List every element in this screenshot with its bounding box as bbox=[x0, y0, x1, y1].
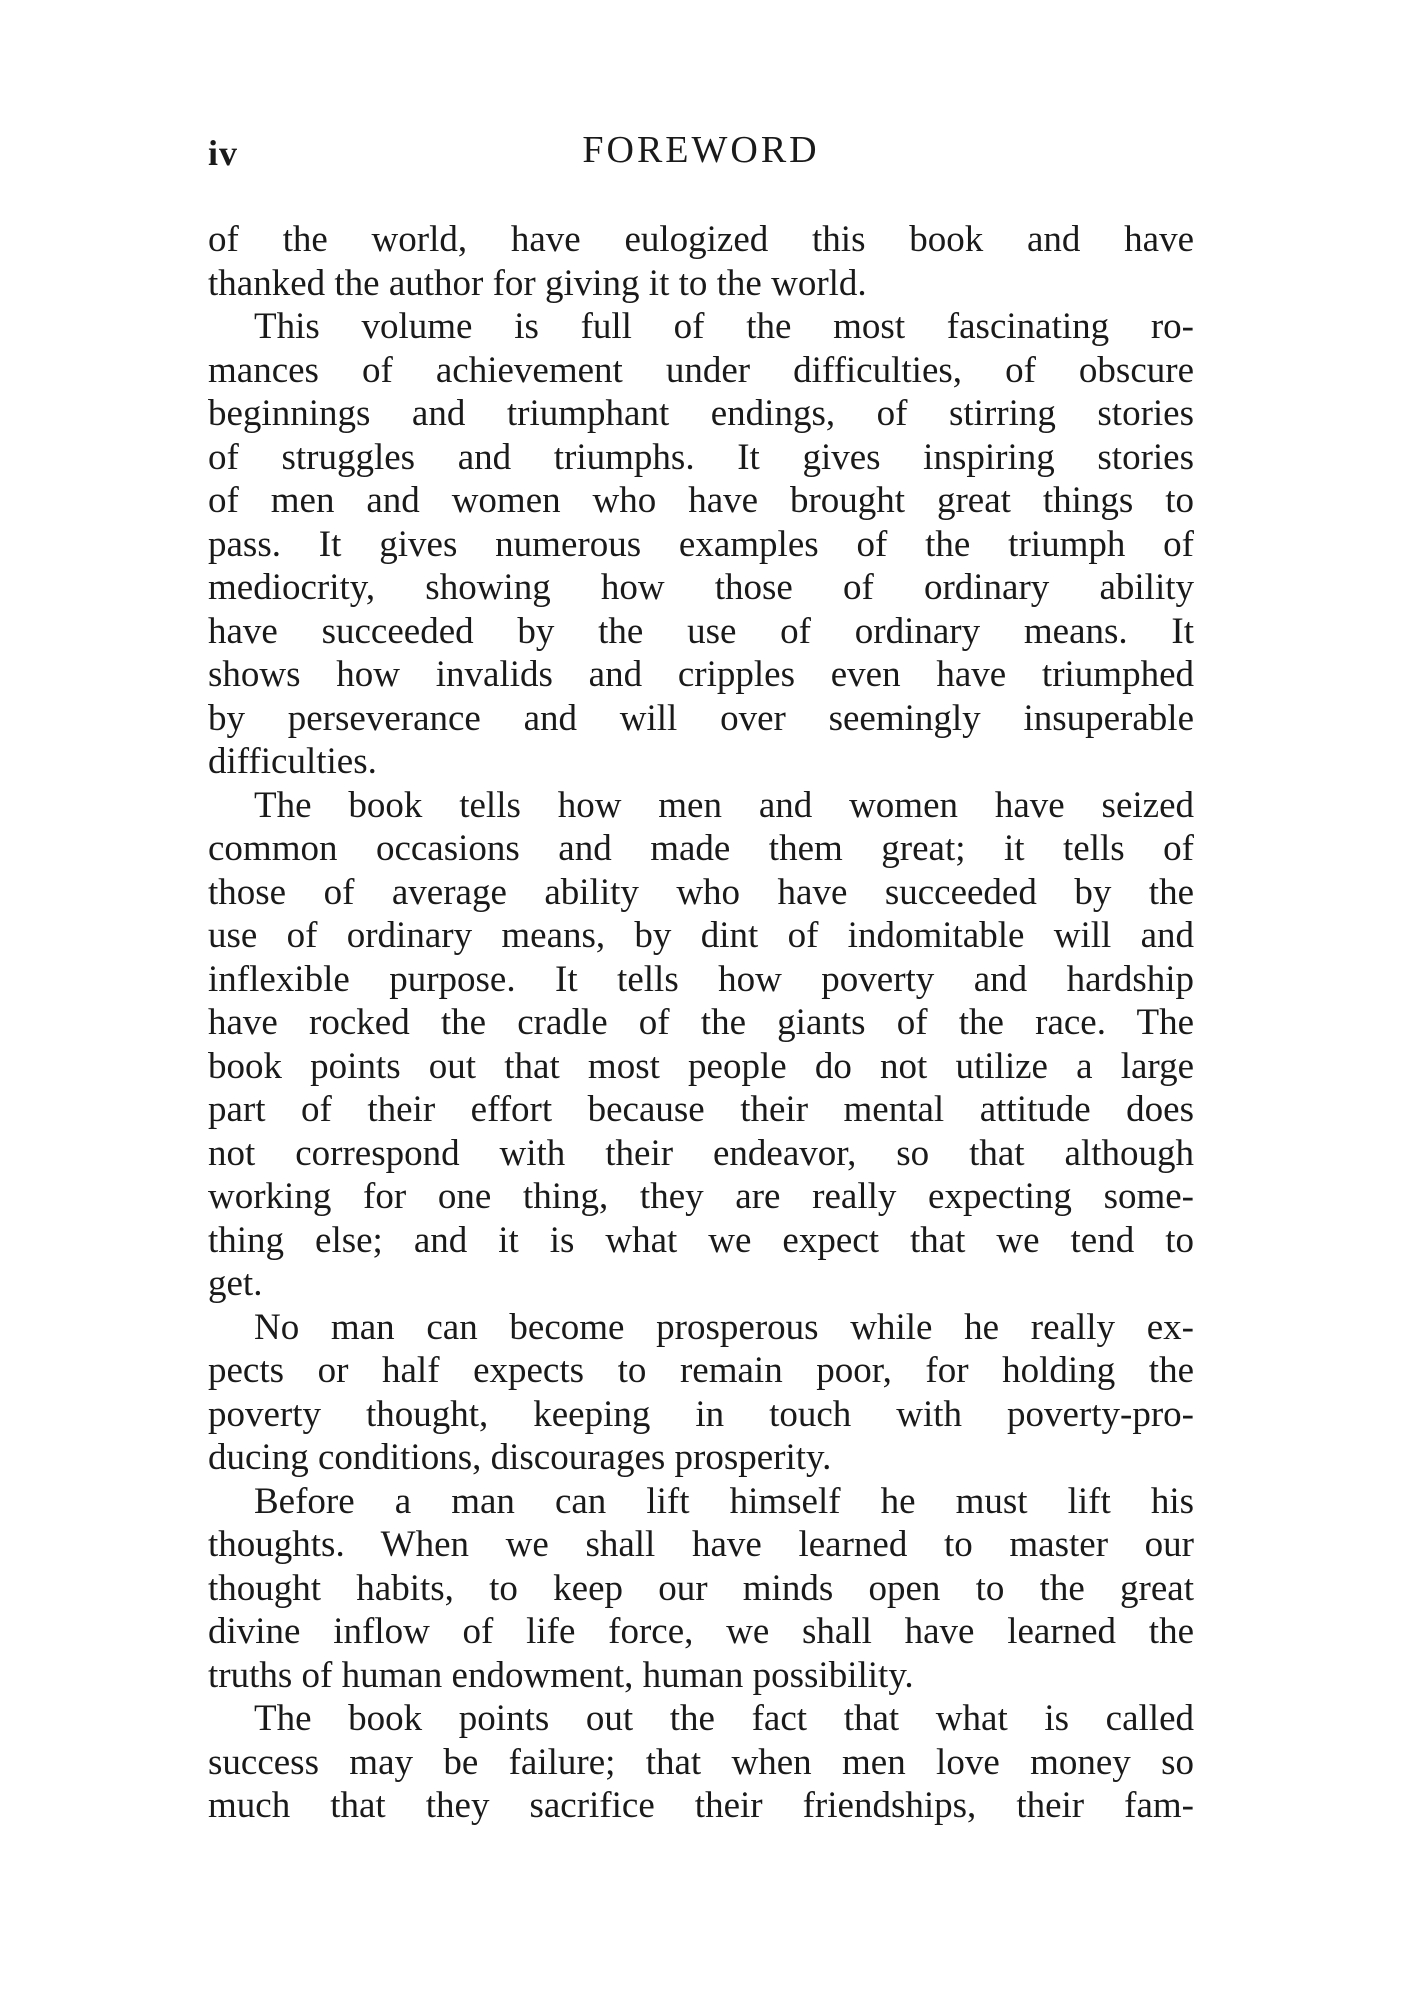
paragraph bbox=[208, 1306, 1194, 1480]
text-line: Before a man can lift himself he must lift his bbox=[254, 1480, 1194, 1522]
text-line: inflexible purpose. It tells how poverty and hardship bbox=[208, 958, 1194, 1000]
text-line: beginnings and triumphant endings, of stirring stories bbox=[208, 393, 1194, 434]
text-line: ducing conditions, discourages prosperity. bbox=[208, 1437, 832, 1478]
text-line: thought habits, to keep our minds open to the great bbox=[208, 1567, 1194, 1609]
paragraph bbox=[208, 1697, 1194, 1828]
text-line: truths of human endowment, human possibility. bbox=[208, 1654, 914, 1696]
text-line: part of their effort because their mental attitude does bbox=[208, 1089, 1194, 1130]
text-line: by perseverance and will over seemingly insuperable bbox=[208, 697, 1194, 739]
text-line: those of average ability who have succeeded by the bbox=[208, 871, 1194, 913]
text-line: This volume is full of the most fascinating ro- bbox=[254, 306, 1194, 347]
text-line: The book points out the fact that what is called bbox=[254, 1698, 1194, 1739]
text-line: working for one thing, they are really expecting some- bbox=[208, 1176, 1194, 1217]
text-line: use of ordinary means, by dint of indomitable will and bbox=[208, 915, 1194, 956]
paragraph bbox=[208, 1480, 1194, 1698]
text-line: of men and women who have brought great things to bbox=[208, 480, 1194, 521]
text-line: thanked the author for giving it to the world. bbox=[208, 262, 867, 304]
text-line: not correspond with their endeavor, so that although bbox=[208, 1132, 1194, 1174]
text-line: common occasions and made them great; it tells of bbox=[208, 828, 1194, 869]
text-line: mances of achievement under difficulties, of obscure bbox=[208, 349, 1194, 391]
page-number: iv bbox=[208, 133, 239, 173]
running-head: FOREWORD bbox=[582, 129, 820, 171]
text-line: have succeeded by the use of ordinary means. It bbox=[208, 610, 1194, 652]
paragraph bbox=[208, 305, 1194, 784]
text-line: success may be failure; that when men love money so bbox=[208, 1741, 1194, 1783]
text-line: mediocrity, showing how those of ordinary ability bbox=[208, 567, 1194, 608]
text-line: shows how invalids and cripples even have triumphed bbox=[208, 654, 1194, 695]
text-line: have rocked the cradle of the giants of the race. The bbox=[208, 1002, 1194, 1043]
page-header bbox=[208, 128, 1194, 188]
paragraph bbox=[208, 218, 1194, 305]
text-line: book points out that most people do not utilize a large bbox=[208, 1045, 1194, 1087]
text-line: pass. It gives numerous examples of the triumph of bbox=[208, 523, 1194, 565]
text-line: difficulties. bbox=[208, 741, 377, 782]
text-line: poverty thought, keeping in touch with poverty-pro- bbox=[208, 1393, 1194, 1435]
text-line: much that they sacrifice their friendships, their fam- bbox=[208, 1785, 1194, 1826]
text-line: thoughts. When we shall have learned to master our bbox=[208, 1524, 1194, 1565]
text-line: thing else; and it is what we expect that we tend to bbox=[208, 1219, 1194, 1261]
text-line: divine inflow of life force, we shall have learned the bbox=[208, 1611, 1194, 1652]
text-line: The book tells how men and women have seized bbox=[254, 784, 1194, 826]
body-text bbox=[208, 218, 1194, 1828]
text-line: get. bbox=[208, 1263, 263, 1304]
paragraph bbox=[208, 784, 1194, 1306]
text-line: of struggles and triumphs. It gives inspiring stories bbox=[208, 436, 1194, 478]
text-line: of the world, have eulogized this book and have bbox=[208, 219, 1194, 260]
text-line: No man can become prosperous while he really ex- bbox=[254, 1306, 1194, 1348]
text-line: pects or half expects to remain poor, for holding the bbox=[208, 1350, 1194, 1391]
